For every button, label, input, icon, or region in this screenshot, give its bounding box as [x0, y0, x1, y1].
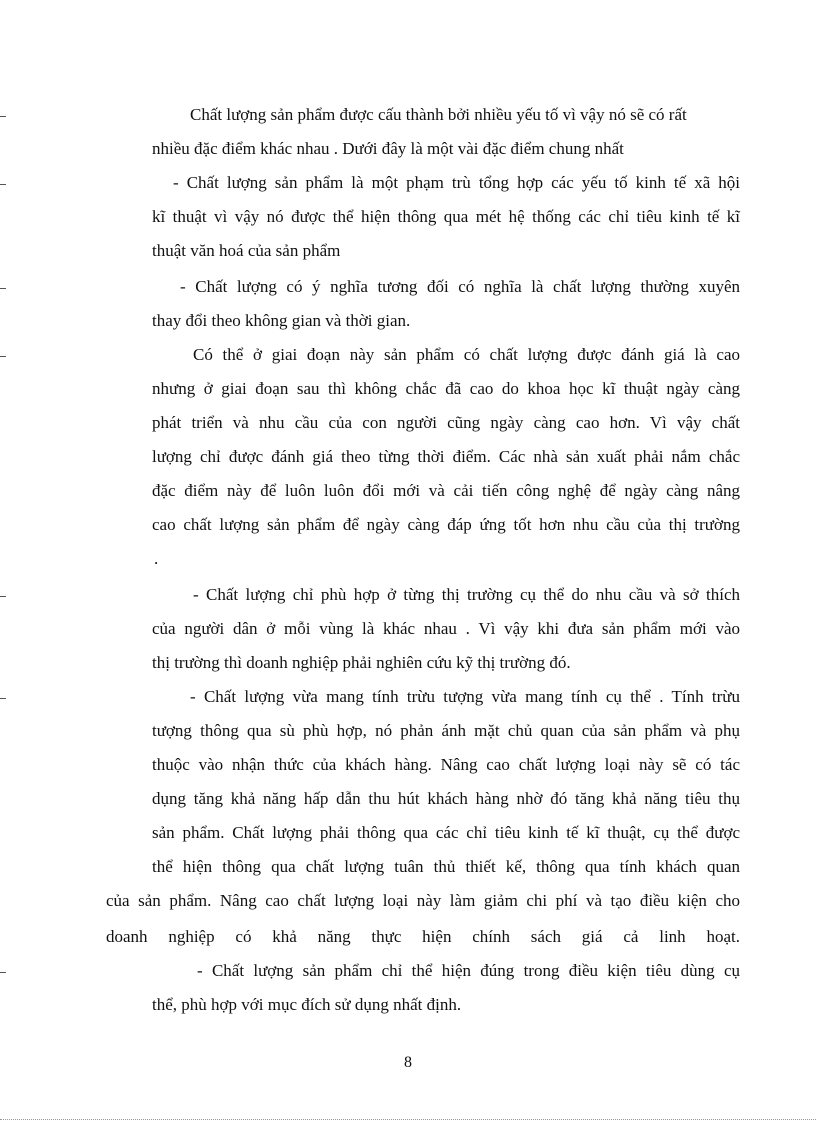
text-line: - Chất lượng sản phẩm chỉ thể hiện đúng trong điều kiện tiêu dùng cụ — [197, 961, 740, 980]
text-line: tượng thông qua sù phù hợp, nó phản ánh mặt chủ quan của sản phẩm và phụ — [152, 721, 740, 740]
text-line: - Chất lượng có ý nghĩa tương đối có nghĩa là chất lượng thường xuyên — [180, 277, 740, 296]
text-line: Chất lượng sản phẩm được cấu thành bởi nhiều yếu tố vì vậy nó sẽ có rất — [190, 105, 687, 124]
text-line: sản phẩm. Chất lượng phải thông qua các chỉ tiêu kinh tế kĩ thuật, cụ thể được — [152, 823, 740, 842]
text-line: thay đổi theo không gian và thời gian. — [152, 311, 411, 330]
margin-tick — [0, 116, 6, 117]
text-line: nhưng ở giai đoạn sau thì không chắc đã cao do khoa học kĩ thuật ngày càng — [152, 379, 740, 398]
text-line: phát triển và nhu cầu của con người cũng ngày càng cao hơn. Vì vậy chất — [152, 413, 740, 432]
text-line: của người dân ở mỗi vùng là khác nhau . Vì vậy khi đưa sản phẩm mới vào — [152, 619, 740, 638]
text-line: - Chất lượng vừa mang tính trừu tượng vừa mang tính cụ thể . Tính trừu — [190, 687, 740, 706]
text-line: nhiều đặc điểm khác nhau . Dưới đây là một vài đặc điểm chung nhất — [152, 139, 624, 158]
text-line: - Chất lượng chỉ phù hợp ở từng thị trường cụ thể do nhu cầu và sở thích — [193, 585, 740, 604]
text-line: dụng tăng khả năng hấp dẫn thu hút khách hàng nhờ đó tăng khả năng tiêu thụ — [152, 789, 740, 808]
page-number: 8 — [404, 1054, 412, 1071]
margin-tick — [0, 184, 6, 185]
text-line: đặc điểm này để luôn luôn đổi mới và cải tiến công nghệ để ngày càng nâng — [152, 481, 740, 500]
margin-tick — [0, 698, 6, 699]
text-line: Có thể ở giai đoạn này sản phẩm có chất lượng được đánh giá là cao — [193, 345, 740, 364]
margin-tick — [0, 356, 6, 357]
text-line: thuộc vào nhận thức của khách hàng. Nâng cao chất lượng loại này sẽ có tác — [152, 755, 740, 774]
text-line: của sản phẩm. Nâng cao chất lượng loại này làm giảm chi phí và tạo điều kiện cho — [106, 891, 740, 910]
margin-tick — [0, 972, 6, 973]
margin-tick — [0, 288, 6, 289]
text-line: kĩ thuật vì vậy nó được thể hiện thông qua mét hệ thống các chỉ tiêu kinh tế kĩ — [152, 207, 740, 226]
text-line: - Chất lượng sản phẩm là một phạm trù tổng hợp các yếu tố kinh tế xã hội — [173, 173, 740, 192]
text-line: thể, phù hợp với mục đích sử dụng nhất định. — [152, 995, 462, 1014]
margin-tick — [0, 596, 6, 597]
text-line: thuật văn hoá của sản phẩm — [152, 241, 341, 260]
text-line: lượng chỉ được đánh giá theo từng thời điểm. Các nhà sản xuất phải nắm chắc — [152, 447, 740, 466]
text-line: cao chất lượng sản phẩm để ngày càng đáp ứng tốt hơn nhu cầu của thị trường — [152, 515, 740, 534]
text-line: . — [154, 549, 159, 568]
text-line: thể hiện thông qua chất lượng tuân thủ thiết kế, thông qua tính khách quan — [152, 857, 740, 876]
text-line: doanh nghiệp có khả năng thực hiện chính sách giá cả linh hoạt. — [106, 927, 740, 946]
page-bottom-border — [0, 1119, 816, 1120]
text-line: thị trường thì doanh nghiệp phải nghiên cứu kỹ thị trường đó. — [152, 653, 571, 672]
